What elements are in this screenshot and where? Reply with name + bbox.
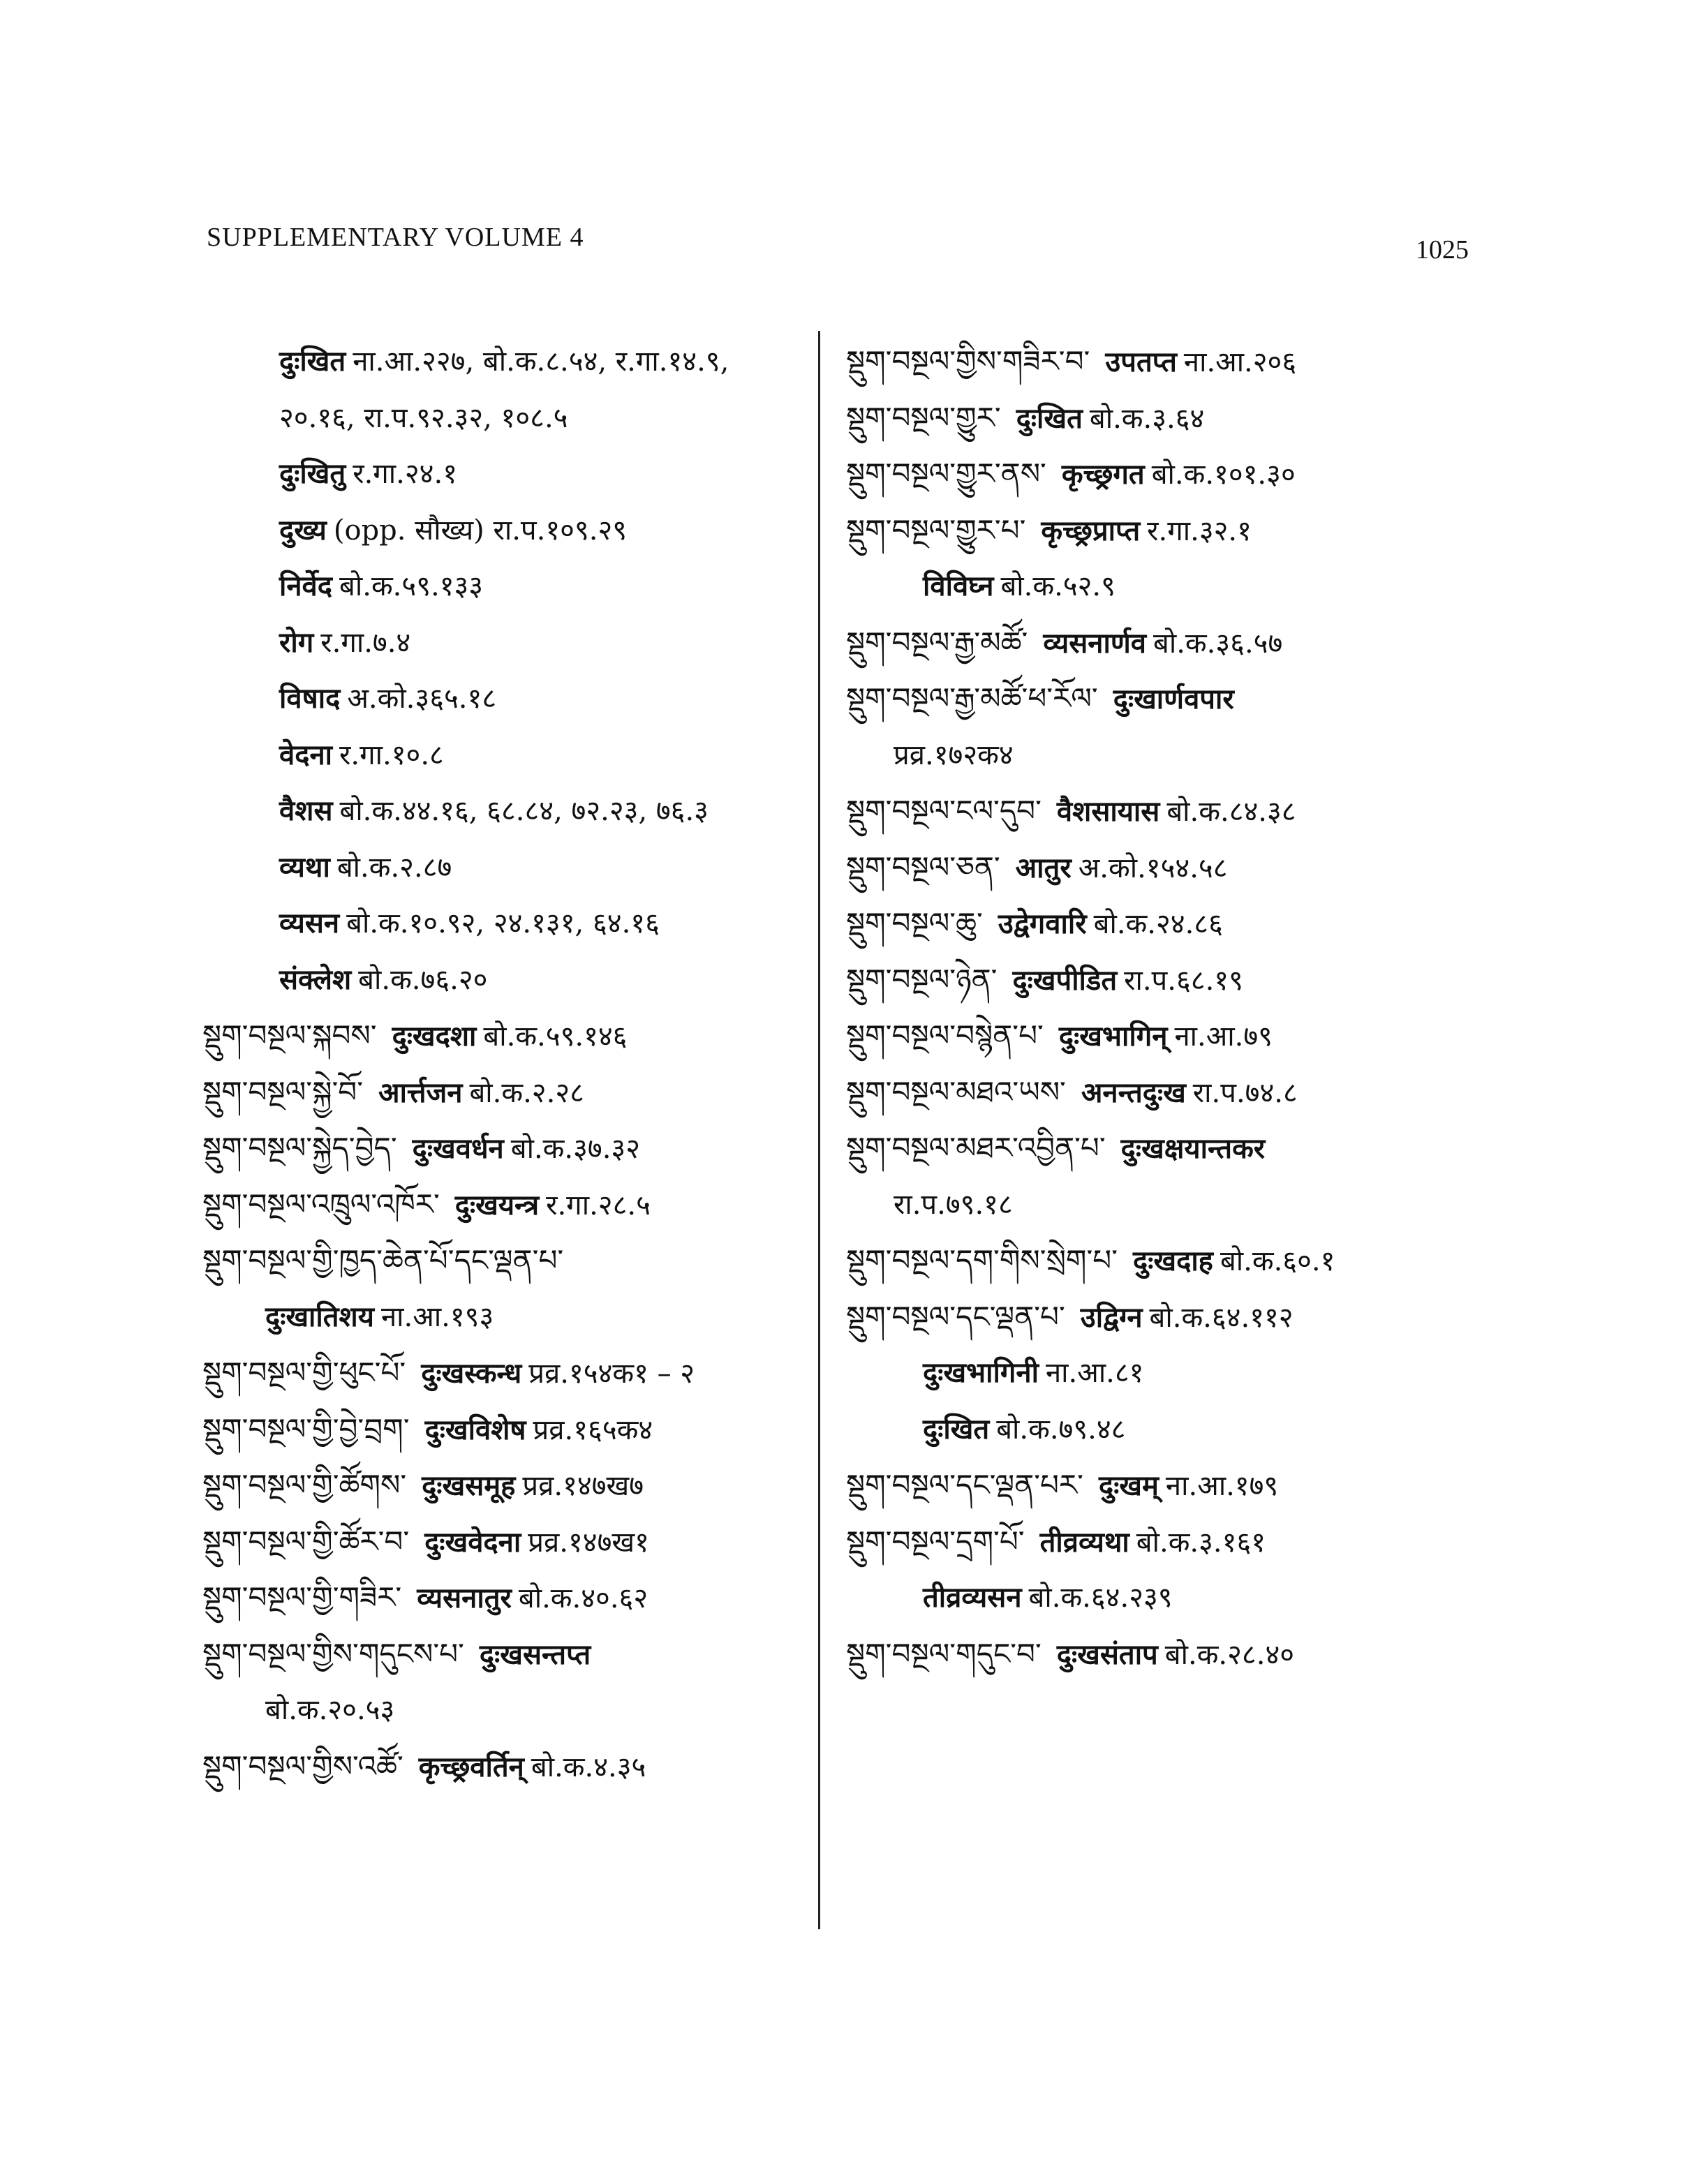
dictionary-entry [846, 1514, 1474, 1570]
dictionary-entry [846, 1402, 1474, 1458]
dictionary-entry [202, 558, 803, 615]
sanskrit-equivalent: दुःखपीडित [1012, 963, 1118, 997]
source-reference: र.गा.२४.१ [353, 458, 457, 490]
tibetan-headword: སྡུག་བསྔལ་གྱི་ཁྱད་ཆེན་པོ་དང་ལྡན་པ་ [202, 1243, 564, 1277]
tibetan-headword: སྡུག་བསྔལ་གྱི་གཟིར་ [202, 1580, 402, 1614]
sanskrit-equivalent: दुःखभागिन् [1058, 1020, 1168, 1053]
sanskrit-equivalent: उद्वेगवारि [998, 907, 1087, 940]
tibetan-headword: སྡུག་བསྔལ་རྒྱ་མཚོ་ཕ་རོལ་ [846, 681, 1098, 715]
source-reference: र.गा.३२.१ [1147, 514, 1252, 547]
tibetan-headword: སྡུག་བསྔལ་ཉེན་ [846, 962, 998, 997]
dictionary-entry [202, 615, 803, 671]
dictionary-entry [202, 1120, 803, 1177]
sanskrit-equivalent: निर्वेद [279, 570, 333, 602]
tibetan-headword: སྡུག་བསྔལ་སྐབས་ [202, 1018, 377, 1053]
dictionary-entry [202, 334, 803, 390]
tibetan-headword: སྡུག་བསྔལ་གདུང་བ་ [846, 1636, 1042, 1671]
source-reference: बो.क.४.३५ [531, 1751, 646, 1783]
dictionary-entry [202, 896, 803, 952]
dictionary-entry [846, 1345, 1474, 1402]
tibetan-headword: སྡུག་བསྔལ་འཁྲུལ་འཁོར་ [202, 1187, 440, 1221]
dictionary-entry [202, 1402, 803, 1458]
sanskrit-equivalent: दुःखित [923, 1412, 990, 1446]
sanskrit-equivalent: विषाद [279, 682, 341, 715]
source-reference: बो.क.५९.१४६ [483, 1020, 628, 1053]
dictionary-entry [846, 1626, 1474, 1683]
sanskrit-equivalent: वैशसायास [1056, 795, 1160, 828]
source-reference: र.गा.१०.८ [339, 738, 444, 771]
dictionary-entry [202, 1345, 803, 1402]
dictionary-entry [846, 783, 1474, 840]
sanskrit-equivalent: विविघ्न [923, 570, 994, 602]
sanskrit-equivalent: दुख्य [279, 513, 327, 547]
dictionary-entry [846, 1008, 1474, 1064]
dictionary-entry [202, 783, 803, 840]
tibetan-headword: སྡུག་བསྔལ་མཐར་འབྱིན་པ་ [846, 1131, 1106, 1165]
source-reference: अ.को.३६५.१८ [347, 683, 497, 715]
tibetan-headword: སྡུག་བསྔལ་གྱིས་གཟིར་བ་ [846, 344, 1090, 378]
source-reference: रा.प.७४.८ [1192, 1076, 1298, 1109]
source-reference: रा.प.७९.१८ [894, 1188, 1013, 1221]
source-reference: बो.क.२.२८ [469, 1076, 584, 1109]
right-column [846, 334, 1474, 1682]
tibetan-headword: སྡུག་བསྔལ་གྱི་ཚོགས་ [202, 1468, 407, 1502]
tibetan-headword: སྡུག་བསྔལ་བསྙེན་པ་ [846, 1018, 1044, 1053]
sanskrit-equivalent: व्यथा [279, 850, 330, 884]
tibetan-headword: སྡུག་བསྔལ་དྲག་པོ་ [846, 1524, 1025, 1559]
sanskrit-equivalent: दुःखार्णवपार [1113, 683, 1234, 715]
source-reference: (opp. सौख्य) रा.प.१०९.२९ [333, 514, 628, 547]
tibetan-headword: སྡུག་བསྔལ་དང་ལྡན་པར་ [846, 1468, 1083, 1502]
sanskrit-equivalent: कृच्छ्रगत [1061, 458, 1145, 491]
source-reference: बो.क.६४.११२ [1149, 1301, 1294, 1334]
tibetan-headword: སྡུག་བསྔལ་གྱི་ཚོར་བ་ [202, 1524, 410, 1559]
dictionary-entry [846, 671, 1474, 727]
source-reference: प्रव्र.१४७ख१ [528, 1526, 649, 1559]
dictionary-entry [202, 952, 803, 1009]
sanskrit-equivalent: तीव्रव्यथा [1039, 1525, 1129, 1559]
dictionary-entry [846, 446, 1474, 503]
source-reference: प्रव्र.१६५क४ [533, 1413, 653, 1446]
sanskrit-equivalent: आतुर [1015, 851, 1072, 884]
sanskrit-equivalent: वैशस [279, 794, 333, 827]
source-reference: बो.क.१०.९२, २४.१३१, ६४.१६ [346, 907, 660, 939]
source-reference: ना.आ.१७९ [1165, 1470, 1279, 1502]
tibetan-headword: སྡུག་བསྔལ་མཐའ་ཡས་ [846, 1074, 1066, 1109]
sanskrit-equivalent: दुःखितु [279, 457, 346, 490]
page-number: 1025 [1416, 235, 1469, 265]
sanskrit-equivalent: संक्लेश [279, 963, 352, 996]
tibetan-headword: སྡུག་བསྔལ་ངལ་དུབ་ [846, 794, 1042, 828]
sanskrit-equivalent: रोग [279, 625, 314, 659]
dictionary-entry [846, 503, 1474, 559]
dictionary-entry [846, 727, 1474, 784]
dictionary-entry [202, 727, 803, 784]
dictionary-entry [202, 671, 803, 727]
sanskrit-equivalent: दुःखक्षयान्तकर [1120, 1132, 1266, 1165]
sanskrit-equivalent: वेदना [279, 738, 333, 771]
tibetan-headword: སྡུག་བསྔལ་ཅན་ [846, 849, 1000, 884]
source-reference: बो.क.४०.६२ [518, 1582, 648, 1614]
sanskrit-equivalent: दुःखसमूह [422, 1469, 516, 1502]
left-column [202, 334, 803, 1795]
source-reference: बो.क.२४.८६ [1093, 908, 1223, 940]
sanskrit-equivalent: दुःखदशा [392, 1020, 477, 1053]
dictionary-entry [202, 1177, 803, 1233]
dictionary-entry [846, 615, 1474, 671]
dictionary-entry [202, 446, 803, 503]
column-divider [818, 331, 820, 1929]
dictionary-entry [202, 1739, 803, 1795]
tibetan-headword: སྡུག་བསྔལ་ཆུ་ [846, 906, 983, 940]
sanskrit-equivalent: दुःखविशेष [424, 1413, 526, 1446]
sanskrit-equivalent: दुःखम् [1098, 1469, 1159, 1502]
source-reference: ना.आ.८१ [1045, 1357, 1144, 1389]
sanskrit-equivalent: दुःखस्कन्ध [421, 1357, 522, 1390]
source-reference: बो.क.८४.३८ [1166, 796, 1296, 828]
dictionary-entry [846, 840, 1474, 896]
dictionary-entry [846, 334, 1474, 390]
source-reference: बो.क.३.६४ [1089, 402, 1205, 435]
sanskrit-equivalent: दुःखवर्धन [412, 1132, 504, 1165]
dictionary-entry [846, 1233, 1474, 1289]
dictionary-entry [202, 1008, 803, 1064]
tibetan-headword: སྡུག་བསྔལ་དང་ལྡན་པ་ [846, 1299, 1065, 1334]
source-reference: ना.आ.१९३ [380, 1300, 494, 1333]
dictionary-entry [846, 1120, 1474, 1177]
source-reference: ना.आ.२०६ [1183, 346, 1297, 378]
source-reference: प्रव्र.१५४क१ – २ [528, 1358, 695, 1390]
sanskrit-equivalent: अनन्तदुःख [1081, 1076, 1186, 1109]
source-reference: बो.क.४४.१६, ६८.८४, ७२.२३, ७६.३ [339, 795, 709, 827]
dictionary-entry [846, 390, 1474, 447]
dictionary-entry [846, 1064, 1474, 1121]
tibetan-headword: སྡུག་བསྔལ་གྱུར་པ་ [846, 512, 1026, 547]
source-reference: ना.आ.२२७, बो.क.८.५४, र.गा.१४.९, [353, 346, 729, 378]
sanskrit-equivalent: तीव्रव्यसन [923, 1581, 1022, 1614]
tibetan-headword: སྡུག་བསྔལ་གྱིས་འཚོ་ [202, 1748, 403, 1783]
sanskrit-equivalent: कृच्छ्रप्राप्त [1041, 514, 1141, 547]
dictionary-entry [846, 952, 1474, 1009]
sanskrit-equivalent: दुःखवेदना [424, 1525, 521, 1559]
sanskrit-equivalent: उद्विग्न [1080, 1300, 1143, 1334]
source-reference: प्रव्र.१४७ख७ [522, 1470, 644, 1502]
sanskrit-equivalent: उपतप्त [1105, 346, 1177, 378]
dictionary-entry [202, 1064, 803, 1121]
sanskrit-equivalent: दुःखभागिनी [923, 1356, 1039, 1389]
source-reference: बो.क.७६.२० [358, 963, 488, 996]
source-reference: ना.आ.७९ [1174, 1020, 1273, 1053]
dictionary-entry [202, 840, 803, 896]
sanskrit-equivalent: दुःखित [279, 345, 346, 378]
running-title: SUPPLEMENTARY VOLUME 4 [207, 223, 584, 252]
source-reference: बो.क.१०१.३० [1151, 459, 1296, 491]
sanskrit-equivalent: दुःखयन्त्र [454, 1188, 540, 1221]
source-reference: बो.क.६०.१ [1220, 1245, 1335, 1277]
dictionary-entry [202, 390, 803, 447]
sanskrit-equivalent: दुःखसंताप [1056, 1637, 1158, 1671]
sanskrit-equivalent: दुःखसन्तप्त [479, 1637, 591, 1671]
dictionary-entry [202, 1457, 803, 1514]
dictionary-entry [846, 558, 1474, 615]
sanskrit-equivalent: व्यसन [279, 907, 340, 939]
source-reference: बो.क.२८.४० [1164, 1638, 1295, 1671]
sanskrit-equivalent: दुःखातिशय [265, 1300, 374, 1333]
dictionary-entry [846, 1457, 1474, 1514]
dictionary-entry [846, 896, 1474, 952]
dictionary-entry [202, 1514, 803, 1570]
source-reference: रा.प.६८.१९ [1124, 964, 1243, 997]
tibetan-headword: སྡུག་བསྔལ་རྒྱ་མཚོ་ [846, 625, 1028, 660]
source-reference: बो.क.३६.५७ [1153, 627, 1283, 660]
sanskrit-equivalent: कृच्छ्रवर्तिन् [418, 1750, 524, 1783]
tibetan-headword: སྡུག་བསྔལ་སྐྱེ་བོ་ [202, 1074, 364, 1109]
sanskrit-equivalent: दुःखदाह [1133, 1245, 1213, 1277]
source-reference: बो.क.५९.१३३ [339, 570, 484, 602]
source-reference: बो.क.३.१६१ [1136, 1526, 1266, 1559]
source-reference: र.गा.२८.५ [546, 1189, 651, 1221]
sanskrit-equivalent: व्यसनार्णव [1043, 626, 1146, 660]
sanskrit-equivalent: दुःखित [1016, 401, 1083, 435]
tibetan-headword: སྡུག་བསྔལ་གྱི་ཕུང་པོ་ [202, 1355, 406, 1390]
dictionary-entry [846, 1289, 1474, 1346]
tibetan-headword: སྡུག་བསྔལ་གྱིས་གདུངས་པ་ [202, 1636, 464, 1671]
dictionary-entry [846, 1177, 1474, 1233]
tibetan-headword: སྡུག་བསྔལ་དག་གིས་སྲེག་པ་ [846, 1243, 1118, 1277]
source-reference: र.गा.७.४ [320, 626, 411, 659]
sanskrit-equivalent: व्यसनातुर [417, 1582, 512, 1614]
source-reference: बो.क.७९.४८ [996, 1413, 1126, 1446]
source-reference: बो.क.२.८७ [336, 851, 452, 884]
source-reference: बो.क.६४.२३९ [1028, 1582, 1173, 1614]
dictionary-entry [202, 1682, 803, 1739]
tibetan-headword: སྡུག་བསྔལ་གྱུར་ནས་ [846, 456, 1046, 491]
dictionary-entry [202, 1626, 803, 1683]
source-reference: बो.क.५२.९ [1000, 570, 1115, 602]
source-reference: बो.क.३७.३२ [510, 1133, 641, 1165]
dictionary-entry [202, 1289, 803, 1346]
tibetan-headword: སྡུག་བསྔལ་གྱུར་ [846, 400, 1001, 435]
dictionary-entry [202, 1570, 803, 1626]
dictionary-entry [202, 503, 803, 559]
source-reference: प्रव्र.१७२क४ [894, 738, 1014, 771]
dictionary-entry [846, 1570, 1474, 1626]
source-reference: अ.को.१५४.५८ [1078, 852, 1228, 884]
source-reference: २०.१६, रा.प.९२.३२, १०८.५ [279, 401, 568, 434]
dictionary-entry [202, 1233, 803, 1289]
tibetan-headword: སྡུག་བསྔལ་སྐྱེད་བྱེད་ [202, 1131, 397, 1165]
sanskrit-equivalent: आर्त्तजन [378, 1076, 463, 1109]
source-reference: बो.क.२०.५३ [265, 1694, 395, 1726]
tibetan-headword: སྡུག་བསྔལ་གྱི་བྱེ་བྲག་ [202, 1411, 410, 1446]
